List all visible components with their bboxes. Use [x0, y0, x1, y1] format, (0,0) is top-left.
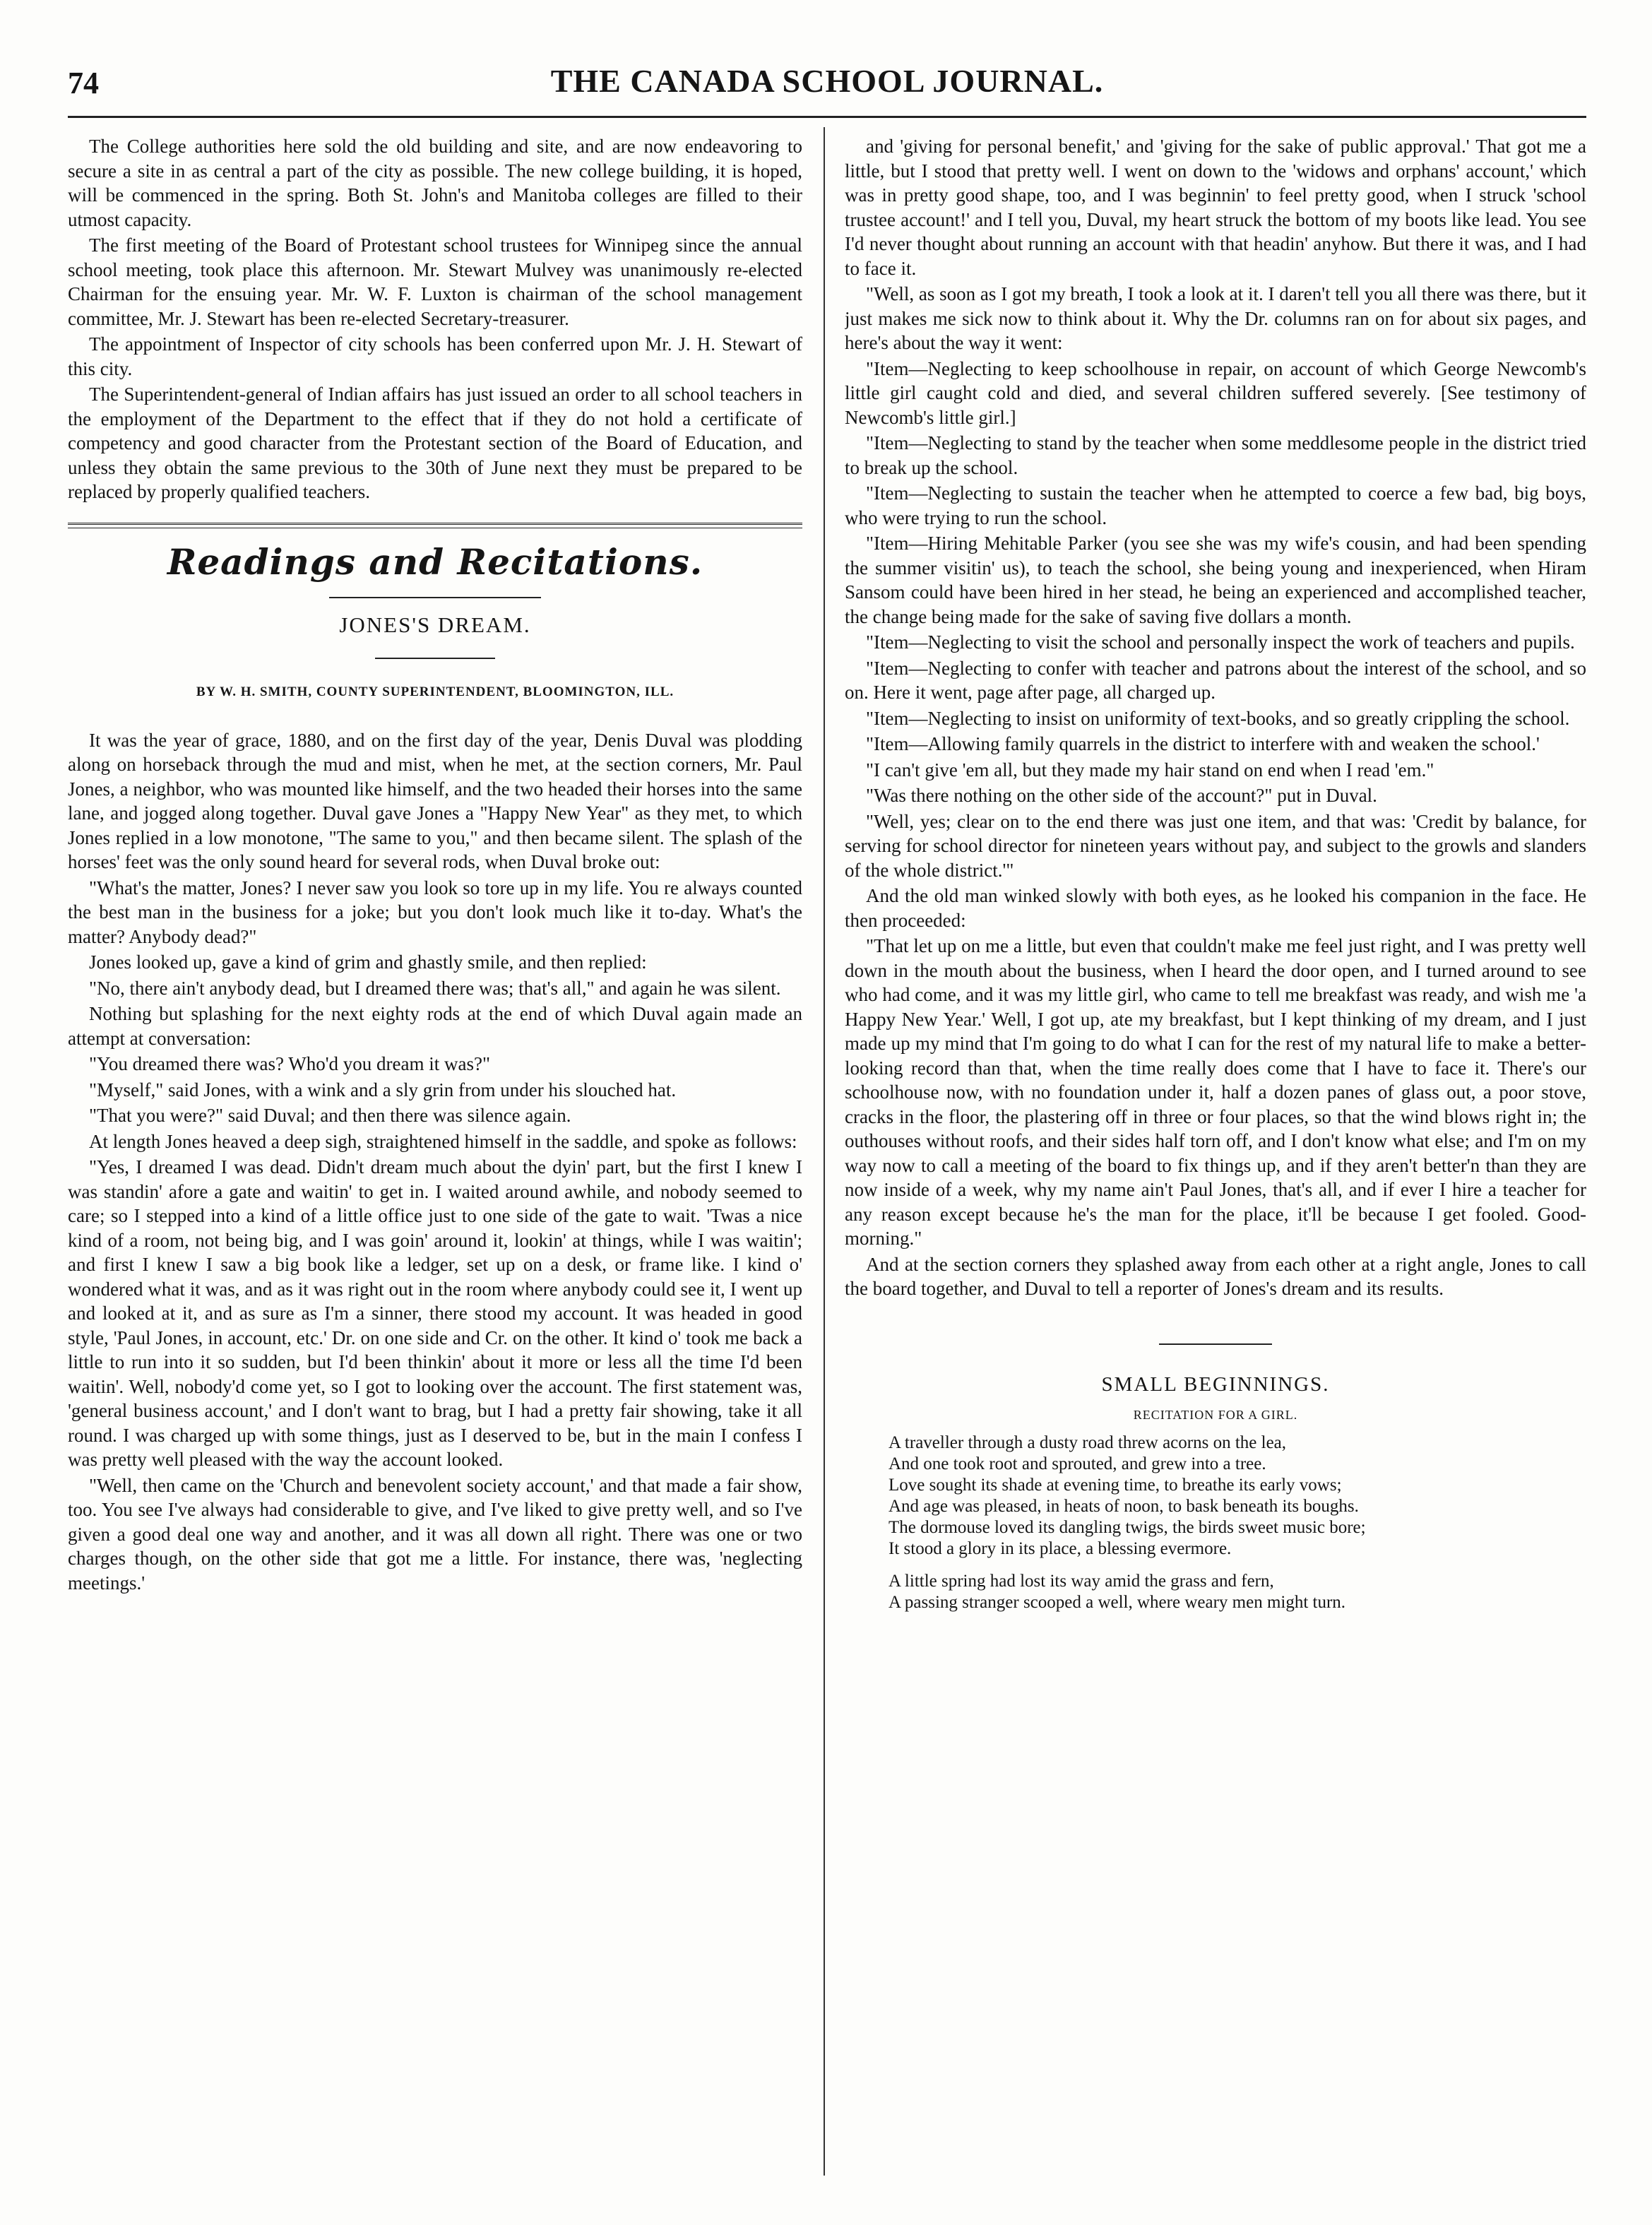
section-heading: Readings and Recitations.: [167, 540, 703, 583]
paragraph: and 'giving for personal benefit,' and 'giving for the sake of public approval.' That got me a little, but I stood that pretty well. I went on down to the 'widows and orphans' account,' which was in pretty good shape, too, and I was beginnin' to feel pretty good, when I struck 'school trustee account!' and I tell you, Duval, my heart struck the bottom of my boots like lead. You see I'd never thought about running an account with that headin' anyhow. But there it was, and I had to face it.: [845, 136, 1586, 279]
paragraph: "You dreamed there was? Who'd you dream it was?": [89, 1053, 491, 1074]
right-column: [845, 134, 1586, 2197]
poem-body: [889, 1432, 1586, 1613]
paragraph: "That let up on me a little, but even that couldn't make me feel just right, and I was pretty well down in the mouth about the business, when I heard the door open, and I turned around to see who had come, and it was my little girl, who came to tell me breakfast was ready, and wish me 'a Happy New Year.' Well, I got up, ate my breakfast, but I kept thinking of my dream, and I just made up my mind that I'm going to do what I can for the rest of my natural life to make a better-looking record than that, when the time really does come that I have to face it. There's our schoolhouse now, with no foundation under it, half a dozen panes of glass out, a poor stove, cracks in the floor, the plastering off in three or four places, so that the wind blows right in; the outhouses without roofs, and their sides half torn off, and I don't know what else; and I'm on my way now to call a meeting of the board to fix things up, and if they aren't better'n than they are now inside of a week, why my name ain't Paul Jones, that's all, and if ever I hire a teacher for any reason except because he's the man for the place, it'll be because I get fooled. Good-morning.": [845, 935, 1586, 1249]
story-body-left: [68, 728, 802, 1596]
paragraph: "I can't give 'em all, but they made my hair stand on end when I read 'em.": [866, 759, 1434, 781]
paragraph: The first meeting of the Board of Protestant school trustees for Winnipeg since the annual school meeting, took place this afternoon. Mr. Stewart Mulvey was unanimously re-elected Chairman for the ensuing year. Mr. W. F. Luxton is chairman of the school management committee, Mr. J. Stewart has been re-elected Secretary-treasurer.: [68, 235, 802, 329]
column-divider: [824, 127, 825, 2176]
section-rule: [68, 523, 802, 528]
title-rule: [375, 658, 495, 659]
left-column: [68, 134, 802, 2197]
paragraph: "Well, yes; clear on to the end there was just one item, and that was: 'Credit by balance, for serving for school director for nineteen years without pay, and subject to the growls and slanders of the whole district.'": [845, 810, 1586, 881]
poem-line: A passing stranger scooped a well, where weary men might turn.: [889, 1592, 1346, 1612]
paragraph: "Yes, I dreamed I was dead. Didn't dream much about the dyin' part, but the first I knew I was standin' afore a gate and waitin' to get in. I waited around awhile, and nobody seemed to care; so I stepped into a kind of a little office just to one side of the gate to wait. 'Twas a nice kind of a room, not being big, and I was goin' around it, lookin' at things, while I was waitin'; and first I knew I saw a big book like a ledger, set up on a desk, or frame like. I kind o' wondered what it was, and as it was right out in the room where anybody could see it, I went up and looked at it, and as sure as I'm a sinner, there stood my account. It was headed in good style, 'Paul Jones, in account, etc.' Dr. on one side and Cr. on the other. It kind o' took me back a little to run into it so sudden, but I'd been thinkin' about it more or less all the time I'd been waitin'. Well, nobody'd come yet, so I got to looking over the account. The first statement was, 'general business account,' and I don't want to brag, but I had a pretty fair showing, take it all round. I was charged up with some things, just as I deserved to be, but in the main I confess I was pretty well pleased with the way the account looked.: [68, 1156, 802, 1470]
journal-page: [68, 57, 1586, 2197]
poem-title: SMALL BEGINNINGS.: [1101, 1372, 1330, 1396]
paragraph: And at the section corners they splashed away from each other at a right angle, Jones to call the board together, and Duval to tell a reporter of Jones's dream and its results.: [845, 1253, 1586, 1299]
story-byline: BY W. H. SMITH, COUNTY SUPERINTENDENT, BLOOMINGTON, ILL.: [196, 684, 675, 699]
paragraph: "Item—Neglecting to confer with teacher and patrons about the interest of the school, and so on. Here it went, page after page, all charged up.: [845, 657, 1586, 703]
paragraph: At length Jones heaved a deep sigh, straightened himself in the saddle, and spoke as follows:: [89, 1130, 797, 1152]
page-header: [68, 57, 1586, 106]
paragraph: "Well, as soon as I got my breath, I took a look at it. I daren't tell you all there was there, but it just makes me sick now to think about it. Why the Dr. columns ran on for about six pages, and here's about the way it went:: [845, 283, 1586, 353]
poem-line: A little spring had lost its way amid the grass and fern,: [889, 1571, 1274, 1591]
paragraph: It was the year of grace, 1880, and on the first day of the year, Denis Duval was plodding along on horseback through the mud and mist, when he met, at the section corners, Mr. Paul Jones, a neighbor, who was mounted like himself, and the two headed their horses into the same lane, and jogged along together. Duval gave Jones a "Happy New Year" as they met, to which Jones replied in a low monotone, "The same to you," and then became silent. The splash of the horses' feet was the only sound heard for several rods, when Duval broke out:: [68, 729, 802, 872]
paragraph: "Item—Hiring Mehitable Parker (you see she was my wife's cousin, and had been spending the summer visitin' us), to teach the school, she being young and inexperienced, when Hiram Sansom could have been hired in her stead, he being an experienced and accomplished teacher, the change being made for the sake of saving five dollars a month.: [845, 533, 1586, 627]
poem-subtitle: RECITATION FOR A GIRL.: [1133, 1407, 1298, 1422]
paragraph: "Item—Neglecting to stand by the teacher when some meddlesome people in the district tried to break up the school.: [845, 432, 1586, 478]
paragraph: "Item—Neglecting to sustain the teacher when he attempted to coerce a few bad, big boys, who were trying to run the school.: [845, 482, 1586, 528]
poem-line: A traveller through a dusty road threw acorns on the lea,: [889, 1432, 1287, 1452]
paragraph: "Item—Allowing family quarrels in the district to interfere with and weaken the school.': [866, 733, 1540, 754]
paragraph: "No, there ain't anybody dead, but I dreamed there was; that's all," and again he was silent.: [89, 977, 781, 999]
paragraph: The Superintendent-general of Indian affairs has just issued an order to all school teachers in the employment of the Department to the effect that if they do not hold a certificate of competency and good character from the Protestant section of the Board of Education, and unless they obtain the same previous to the 30th of June next they must be prepared to be replaced by properly qualified teachers.: [68, 384, 802, 502]
header-rule: [68, 116, 1586, 118]
paragraph: "What's the matter, Jones? I never saw you look so tore up in my life. You re always counted the best man in the business for a joke; but you don't look much like it to-day. What's the matter? Anybody dead?": [68, 877, 802, 947]
stanza-gap: [889, 1560, 1586, 1571]
paragraph: "Item—Neglecting to insist on uniformity of text-books, and so greatly crippling the school.: [866, 707, 1570, 729]
poem-line: The dormouse loved its dangling twigs, the birds sweet music bore;: [889, 1517, 1366, 1537]
paragraph: "Item—Neglecting to visit the school and personally inspect the work of teachers and pupils.: [866, 631, 1575, 653]
poem-line: And one took root and sprouted, and grew into a tree.: [889, 1454, 1266, 1473]
paragraph: "Was there nothing on the other side of the account?" put in Duval.: [866, 785, 1377, 806]
page-number: 74: [68, 66, 99, 100]
paragraph: "Well, then came on the 'Church and benevolent society account,' and that made a fair show, too. You see I've always had considerable to give, and I've liked to give pretty well, and so I've given a good deal one way and another, and it was all down all right. There was one or two charges though, on the other side that got me a little. For instance, there was, 'neglecting meetings.': [68, 1474, 802, 1594]
poem-rule: [1159, 1343, 1272, 1345]
paragraph: "Myself," said Jones, with a wink and a sly grin from under his slouched hat.: [89, 1079, 677, 1100]
paragraph: "Item—Neglecting to keep schoolhouse in repair, on account of which George Newcomb's little girl caught cold and died, and several children suffered severely. [See testimony of Newcomb's little girl.]: [845, 357, 1586, 428]
poem-line: And age was pleased, in heats of noon, to bask beneath its boughs.: [889, 1496, 1359, 1516]
news-section: [68, 134, 802, 504]
paragraph: The College authorities here sold the old building and site, and are now endeavoring to secure a site in as central a part of the city as possible. The new college building, it is hoped, will be commenced in the spring. Both St. John's and Manitoba colleges are filled to their utmost capacity.: [68, 136, 802, 230]
paragraph: "That you were?" said Duval; and then there was silence again.: [89, 1105, 571, 1126]
story-body-right: [845, 134, 1586, 1301]
section-heading-rule: [329, 597, 541, 598]
poem-line: It stood a glory in its place, a blessing evermore.: [889, 1538, 1232, 1558]
story-title: JONES'S DREAM.: [339, 612, 531, 637]
journal-title: THE CANADA SCHOOL JOURNAL.: [550, 63, 1104, 99]
paragraph: Jones looked up, gave a kind of grim and ghastly smile, and then replied:: [89, 951, 647, 973]
paragraph: And the old man winked slowly with both eyes, as he looked his companion in the face. He then proceeded:: [845, 885, 1586, 931]
paragraph: Nothing but splashing for the next eighty rods at the end of which Duval again made an attempt at conversation:: [68, 1003, 802, 1049]
poem-line: Love sought its shade at evening time, to breathe its early vows;: [889, 1475, 1342, 1495]
paragraph: The appointment of Inspector of city schools has been conferred upon Mr. J. H. Stewart of this city.: [68, 333, 802, 379]
